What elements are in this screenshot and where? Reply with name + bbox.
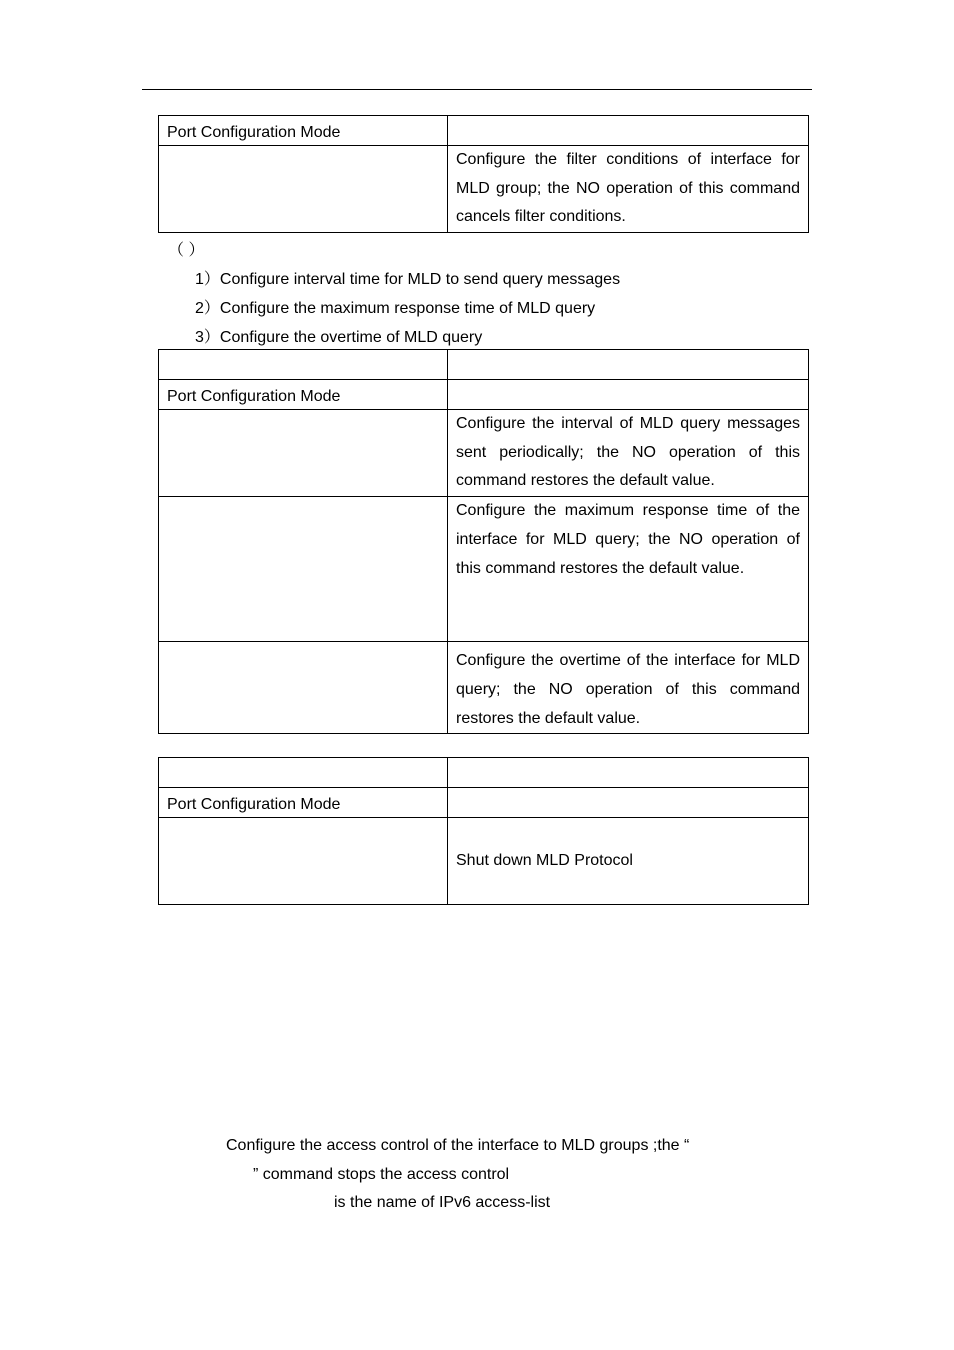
header-cell	[448, 350, 809, 380]
empty-cell	[448, 380, 809, 410]
query-command-table	[158, 349, 809, 734]
footer-line-3: is the name of IPv6 access-list	[334, 1194, 551, 1211]
empty-cell	[448, 116, 809, 146]
command-cell	[159, 642, 448, 734]
step-1: 1）Configure interval time for MLD to send query messages	[195, 271, 621, 288]
shutdown-description: Shut down MLD Protocol	[448, 818, 809, 905]
max-response-description: Configure the maximum response time of the interface for MLD query; the NO operation of this command restores the default value.	[448, 497, 809, 642]
command-cell	[159, 818, 448, 905]
command-cell	[159, 410, 448, 497]
filter-description: Configure the filter conditions of interface for MLD group; the NO operation of this command cancels filter conditions.	[448, 146, 809, 233]
step-3: 3）Configure the overtime of MLD query	[195, 329, 483, 346]
interval-description: Configure the interval of MLD query messages sent periodically; the NO operation of this command restores the default value.	[448, 410, 809, 497]
section-marker: （ ）	[168, 242, 205, 259]
header-cell	[159, 350, 448, 380]
command-cell	[159, 146, 448, 233]
overtime-description: Configure the overtime of the interface for MLD query; the NO operation of this command restores the default value.	[448, 642, 809, 734]
mode-label: Port Configuration Mode	[159, 116, 448, 146]
mode-label: Port Configuration Mode	[159, 380, 448, 410]
footer-line-2: ” command stops the access control	[253, 1166, 510, 1183]
command-cell	[159, 497, 448, 642]
step-2: 2）Configure the maximum response time of MLD query	[195, 300, 596, 317]
mode-label: Port Configuration Mode	[159, 788, 448, 818]
header-cell	[159, 758, 448, 788]
filter-command-table	[158, 115, 809, 233]
header-cell	[448, 758, 809, 788]
footer-line-1: Configure the access control of the interface to MLD groups ;the “	[226, 1137, 690, 1154]
header-rule	[142, 89, 812, 90]
shutdown-command-table	[158, 757, 809, 905]
empty-cell	[448, 788, 809, 818]
